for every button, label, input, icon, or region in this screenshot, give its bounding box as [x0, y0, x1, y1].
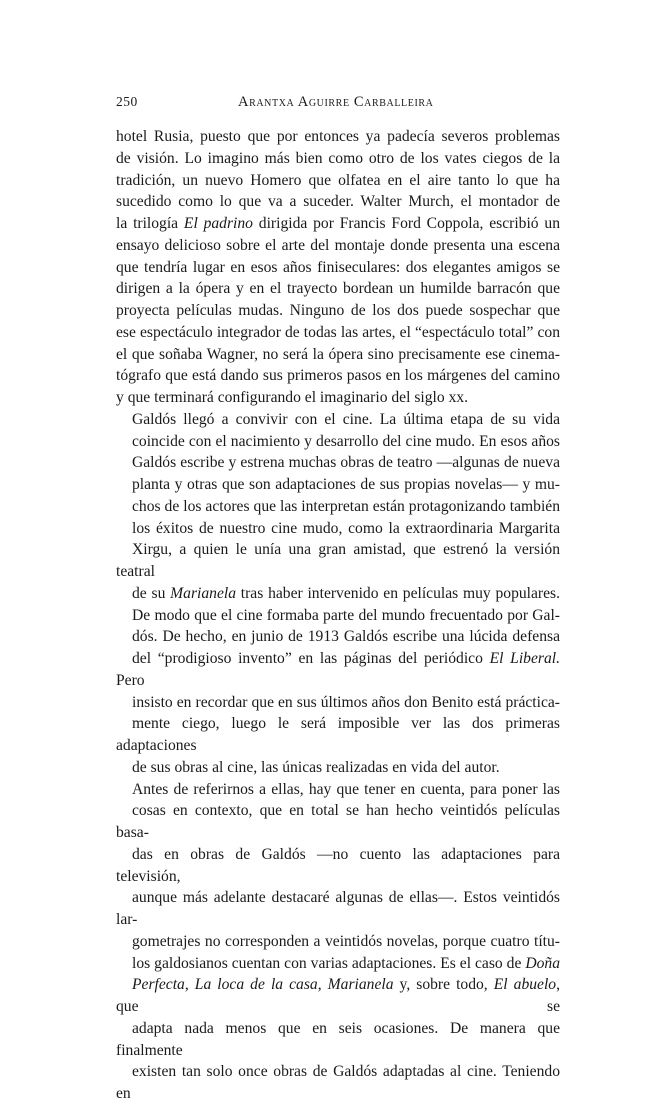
text-line	[116, 800, 560, 844]
text-run: aunque más adelante destacaré algunas de ellas—. Estos veintidós lar-	[116, 889, 560, 928]
text-run: , que se	[116, 976, 561, 1015]
page-number: 250	[116, 94, 138, 109]
text-line	[116, 452, 560, 474]
text-line	[116, 322, 560, 344]
text-run: el que soñaba Wagner, no será la ópera sino precisamente ese cinema-	[116, 345, 560, 363]
text-line	[116, 235, 560, 257]
text-run: existen tan solo once obras de Galdós adaptadas al cine. Teniendo en	[116, 1063, 560, 1102]
text-run: ,	[184, 976, 195, 994]
text-run: tradición, un nuevo Homero que olfatea en el aire tanto lo que ha	[116, 171, 560, 189]
text-run: coincide con el nacimiento y desarrollo del cine mudo. En esos años	[132, 432, 560, 450]
text-line	[116, 757, 560, 779]
text-run: dirigen a la ópera y en el trayecto bordean un humilde barracón que	[116, 280, 560, 298]
text-run: de su	[132, 584, 171, 602]
text-run: sucedido como lo que va a suceder. Walter Murch, el montador de	[116, 193, 560, 211]
text-run: dirigida por Francis Ford Coppola, escribió un	[252, 215, 561, 232]
text-run: hotel Rusia, puesto que por entonces ya padecía severos problemas	[116, 128, 560, 145]
text-line	[116, 344, 560, 366]
text-run: planta y otras que son adaptaciones de sus propias novelas— y mu-	[132, 476, 560, 493]
text-line	[116, 605, 560, 627]
text-line	[116, 409, 560, 431]
text-run: ese espectáculo integrador de todas las artes, el “espectáculo total” con	[116, 323, 560, 341]
text-line	[116, 278, 560, 300]
text-run: Galdós llegó a convivir con el cine. La última etapa de su vida	[132, 410, 560, 428]
text-line	[116, 974, 560, 1018]
text-run: gometrajes no corresponden a veintidós novelas, porque cuatro títu-	[132, 932, 560, 950]
text-line	[116, 300, 560, 322]
text-line	[116, 191, 560, 213]
text-line	[116, 387, 560, 409]
text-run: das en obras de Galdós —no cuento las adaptaciones para televisión,	[116, 845, 560, 885]
text-run: adapta nada menos que en seis ocasiones. De manera que finalmente	[116, 1019, 560, 1059]
text-run: insisto en recordar que en sus últimos años don Benito está práctica-	[132, 693, 560, 711]
italic-title: El padrino	[183, 215, 253, 232]
text-run: de visión. Lo imagino más bien como otro de los vates ciegos de la	[116, 149, 560, 167]
text-run: del “prodigioso invento” en las páginas del periódico	[132, 650, 490, 667]
text-line	[116, 365, 560, 387]
text-line	[116, 1061, 560, 1105]
text-run: y, sobre todo,	[393, 976, 494, 994]
text-line	[116, 213, 560, 235]
text-run: ensayo delicioso sobre el arte del montaje donde presenta una escena	[116, 236, 560, 254]
text-run: que tendría lugar en esos años finiseculares: dos elegantes amigos se	[116, 258, 560, 276]
italic-title: Marianela	[170, 584, 236, 602]
text-line	[116, 518, 560, 540]
text-line	[116, 126, 560, 148]
text-line	[116, 496, 560, 518]
text-run: Antes de referirnos a ellas, hay que tener en cuenta, para poner las	[132, 780, 560, 798]
text-line	[116, 713, 560, 757]
text-run: De modo que el cine formaba parte del mundo frecuentado por Gal-	[132, 606, 560, 624]
text-line	[116, 626, 560, 648]
text-run: Pero	[116, 671, 145, 689]
text-run: y que terminará configurando el imaginario del siglo xx.	[116, 389, 469, 406]
text-line	[116, 474, 560, 496]
text-line	[116, 170, 560, 192]
text-line	[116, 779, 560, 801]
running-head-author: Arantxa Aguirre Carballeira	[238, 94, 434, 110]
text-run: chos de los actores que las interpretan están protagonizando también	[132, 497, 560, 515]
paragraph	[116, 126, 560, 409]
text-run: la trilogía	[116, 215, 184, 232]
text-run: dós. De hecho, en junio de 1913 Galdós escribe una lúcida defensa	[132, 628, 560, 646]
text-run: de sus obras al cine, las únicas realizadas en vida del autor.	[132, 758, 500, 776]
text-line	[116, 1018, 560, 1062]
text-line	[116, 887, 560, 931]
italic-title: La loca de la casa	[194, 976, 318, 994]
text-line	[116, 257, 560, 279]
text-run: los éxitos de nuestro cine mudo, como la extraordinaria Margarita	[132, 519, 560, 537]
text-run: ,	[317, 976, 328, 994]
text-run: tras haber intervenido en películas muy populares.	[236, 584, 560, 602]
paragraph	[116, 779, 560, 1105]
text-line	[116, 583, 560, 605]
italic-title: Marianela	[327, 976, 394, 994]
italic-title: El Liberal.	[489, 650, 560, 667]
text-line	[116, 692, 560, 714]
text-line	[116, 844, 560, 888]
text-run: tógrafo que está dando sus primeros pasos en los márgenes del camino	[116, 367, 560, 385]
text-run: mente ciego, luego le será imposible ver las dos primeras adaptaciones	[116, 715, 560, 754]
text-line	[116, 953, 560, 975]
text-line	[116, 648, 560, 692]
text-line	[116, 931, 560, 953]
italic-title: Perfecta	[132, 976, 185, 994]
text-run: cosas en contexto, que en total se han hecho veintidós películas basa-	[116, 802, 560, 841]
text-line	[116, 539, 560, 583]
body-text	[116, 126, 560, 1105]
text-run: Galdós escribe y estrena muchas obras de teatro —algunas de nueva	[132, 454, 560, 472]
running-head	[116, 94, 560, 114]
italic-title: Doña	[525, 954, 560, 972]
text-line	[116, 148, 560, 170]
text-run: Xirgu, a quien le unía una gran amistad, que estrenó la versión teatral	[116, 541, 560, 580]
italic-title: El abuelo	[493, 976, 557, 994]
paragraph	[116, 409, 560, 779]
text-run: los galdosianos cuentan con varias adaptaciones. Es el caso de	[132, 954, 526, 972]
text-run: proyecta películas mudas. Ninguno de los dos puede sospechar que	[116, 302, 560, 319]
text-line	[116, 431, 560, 453]
